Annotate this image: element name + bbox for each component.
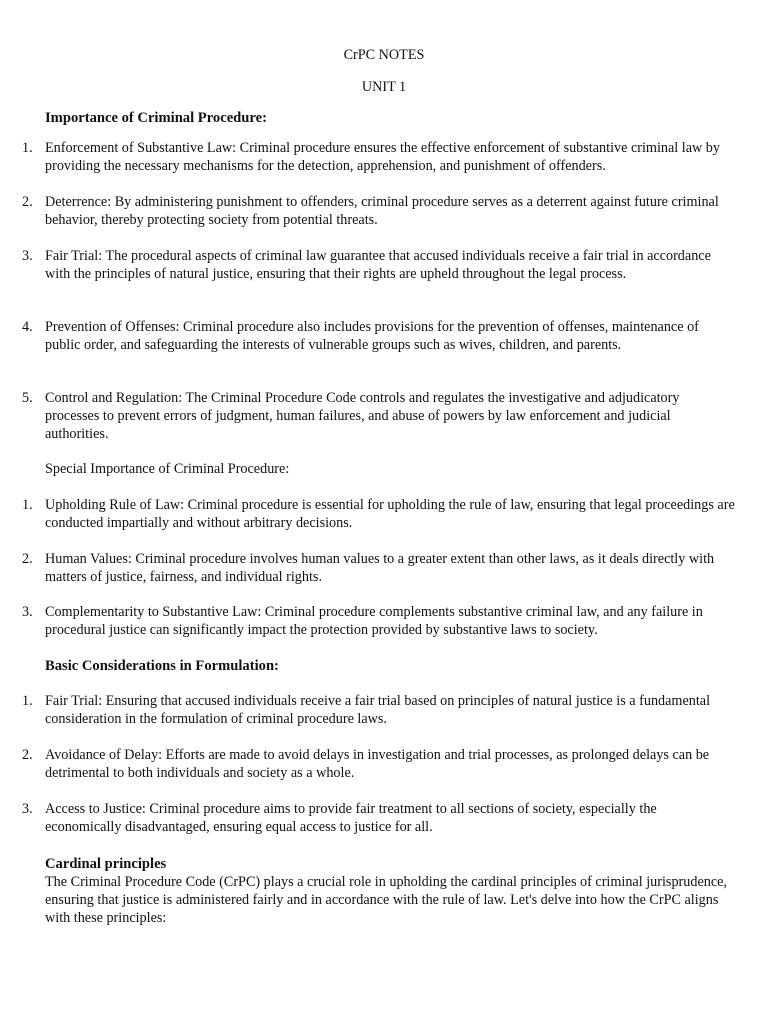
list-number: 2. [22,551,33,567]
list-text: Deterrence: By administering punishment to offenders, criminal procedure serves as a deterrent against future criminal behavior, thereby protecting society from potential threats. [45,194,719,228]
list-text: Prevention of Offenses: Criminal procedure also includes provisions for the prevention of offenses, maintenance of public order, and safeguarding the interests of vulnerable groups such as wives, children, and parents. [45,319,699,353]
list-text: Complementarity to Substantive Law: Criminal procedure complements substantive criminal law, and any failure in procedural justice can significantly impact the protection provided by substantive laws to society. [45,604,703,638]
document-title: CrPC NOTES [343,47,425,63]
list-number: 3. [22,801,33,817]
list-text: Access to Justice: Criminal procedure aims to provide fair treatment to all sections of society, especially the economically disadvantaged, ensuring equal access to justice for all. [45,801,657,835]
list-number: 1. [22,497,33,513]
section-heading-importance: Importance of Criminal Procedure: [45,110,267,126]
list-text: Control and Regulation: The Criminal Procedure Code controls and regulates the investigative and adjudicatory processes to prevent errors of judgment, human failures, and abuse of powers by law enforcement and judicial authorities. [45,390,680,442]
list-number: 4. [22,319,33,335]
list-number: 5. [22,390,33,406]
list-number: 3. [22,604,33,620]
list-text: Enforcement of Substantive Law: Criminal procedure ensures the effective enforcement of substantive criminal law by providing the necessary mechanisms for the detection, apprehension, and punishment of offenders. [45,140,720,174]
list-text: Human Values: Criminal procedure involves human values to a greater extent than other laws, as it deals directly with matters of justice, fairness, and individual rights. [45,551,715,585]
list-text: Avoidance of Delay: Efforts are made to avoid delays in investigation and trial processes, as prolonged delays can be detrimental to both individuals and society as a whole. [45,747,710,781]
list-text: Fair Trial: Ensuring that accused individuals receive a fair trial based on principles of natural justice is a fundamental consideration in the formulation of criminal procedure laws. [45,693,711,727]
section-heading-cardinal: Cardinal principles [45,856,167,872]
unit-label: UNIT 1 [361,79,407,95]
list-number: 1. [22,693,33,709]
list-number: 2. [22,194,33,210]
section-subheading-special: Special Importance of Criminal Procedure: [45,461,290,477]
list-text: Fair Trial: The procedural aspects of criminal law guarantee that accused individuals receive a fair trial in accordance with the principles of natural justice, ensuring that their rights are upheld throughout the legal process. [45,248,711,282]
list-number: 3. [22,248,33,264]
cardinal-paragraph: The Criminal Procedure Code (CrPC) plays a crucial role in upholding the cardinal principles of criminal jurisprudence, ensuring that justice is administered fairly and in accordance with the rule of law. Let's delve into how the CrPC aligns with these principles: [45,874,727,926]
section-heading-considerations: Basic Considerations in Formulation: [45,658,279,674]
list-text: Upholding Rule of Law: Criminal procedure is essential for upholding the rule of law, ensuring that legal proceedings are conducted impartially and without arbitrary decisions. [45,497,735,531]
list-number: 1. [22,140,33,156]
list-number: 2. [22,747,33,763]
